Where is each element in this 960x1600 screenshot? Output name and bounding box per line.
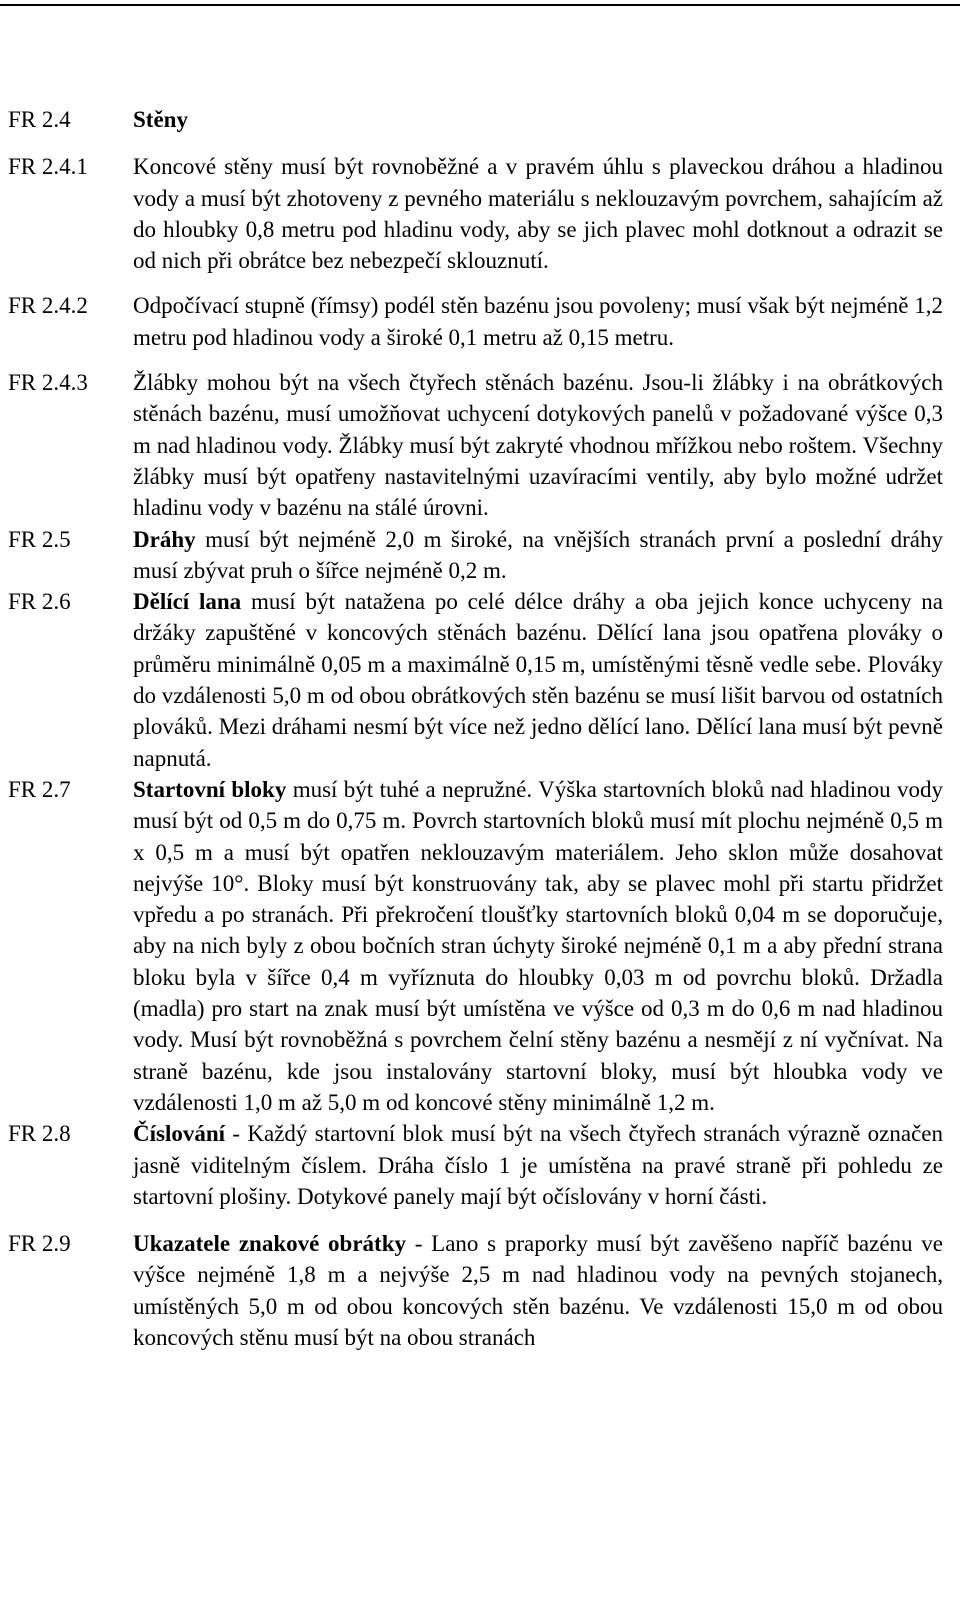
section-text: Odpočívací stupně (římsy) podél stěn bazénu jsou povoleny; musí však být nejméně 1,2 metru pod hladinou vody a široké 0,1 metru až 0,15 metru. <box>133 293 943 350</box>
section-fr-2-6 <box>8 586 956 774</box>
section-text: musí být nejméně 2,0 m široké, na vnějších stranách první a poslední dráhy musí zbývat pruh o šířce nejméně 0,2 m. <box>133 526 943 583</box>
section-paragraph <box>133 586 943 774</box>
section-text: - Každý startovní blok musí být na všech čtyřech stranách výrazně označen jasně viditelným číslem. Dráha číslo 1 je umístěna na pravé straně při pohledu ze startovní plošiny. Dotykové panely mají být očíslovány v horní části. <box>133 1121 943 1209</box>
section-text: Žlábky mohou být na všech čtyřech stěnách bazénu. Jsou-li žlábky i na obrátkových stěnách bazénu, musí umožňovat uchycení dotykových panelů v požadované výšce 0,3 m nad hladinou vody. Žlábky musí být zakryté vhodnou mřížkou nebo roštem. Všechny žlábky musí být opatřeny nastavitelnými uzavíracími ventily, aby bylo možné udržet hladinu vody v bazénu na stálé úrovni. <box>133 370 943 521</box>
section-term: Startovní bloky <box>133 776 287 802</box>
section-term: Číslování <box>133 1121 226 1147</box>
section-fr-2-9 <box>8 1228 956 1353</box>
section-code: FR 2.4.2 <box>8 293 88 319</box>
section-code: FR 2.4 <box>8 107 71 132</box>
section-code: FR 2.9 <box>8 1231 71 1257</box>
section-term: Dělící lana <box>133 589 242 615</box>
section-code: FR 2.7 <box>8 776 71 802</box>
section-paragraph <box>133 1228 943 1353</box>
section-code: FR 2.8 <box>8 1121 71 1147</box>
document-body <box>8 104 956 1353</box>
section-text: musí být natažena po celé délce dráhy a oba jejich konce uchyceny na držáky zapuštěné v koncových stěnách bazénu. Dělící lana jsou opatřena plováky o průměru minimálně 0,05 m a maximálně 0,15 m, umístěnými těsně vedle sebe. Plováky do vzdálenosti 5,0 m od obou obrátkových stěn bazénu se musí lišit barvou od ostatních plováků. Mezi dráhami nesmí být více než jedno dělící lano. Dělící lana musí být pevně napnutá. <box>133 589 943 771</box>
section-fr-2-4-1 <box>8 151 956 276</box>
section-text: - Lano s praporky musí být zavěšeno napříč bazénu ve výšce nejméně 1,8 m a nejvýše 2,5 m nad hladinou vody na pevných stojanech, umístěných 5,0 m od obou koncových stěn bazénu. Ve vzdálenosti 15,0 m od obou koncových stěnu musí být na obou stranách <box>133 1231 943 1350</box>
section-fr-2-4 <box>8 104 956 135</box>
section-term: Dráhy <box>133 526 196 552</box>
section-fr-2-8 <box>8 1118 956 1212</box>
section-fr-2-4-3 <box>8 367 956 523</box>
section-fr-2-7 <box>8 774 956 1118</box>
section-paragraph <box>133 774 943 1118</box>
top-rule <box>0 4 960 6</box>
section-text: musí být tuhé a nepružné. Výška startovních bloků nad hladinou vody musí být od 0,5 m do 0,75 m. Povrch startovních bloků musí mít plochu nejméně 0,5 m x 0,5 m a musí být opatřen neklouzavým materiálem. Jeho sklon může dosahovat nejvýše 10°. Bloky musí být konstruovány tak, aby se plavec mohl při startu přidržet vpředu a po stranách. Při překročení tloušťky startovních bloků 0,04 m se doporučuje, aby na nich byly z obou bočních stran úchyty široké nejméně 0,1 m a aby přední strana bloku byla v šířce 0,4 m vyříznuta do hloubky 0,03 m od povrchu bloků. Držadla (madla) pro start na znak musí být umístěna ve výšce od 0,3 m do 0,6 m nad hladinou vody. Musí být rovnoběžná s povrchem čelní stěny bazénu a nesmějí z ní vyčnívat. Na straně bazénu, kde jsou instalovány startovní bloky, musí být hloubka vody ve vzdálenosti 1,0 m až 5,0 m od koncové stěny minimálně 1,2 m. <box>133 776 943 1115</box>
section-heading <box>133 104 943 135</box>
section-paragraph <box>133 1118 943 1212</box>
section-title: Stěny <box>133 107 188 132</box>
section-code: FR 2.6 <box>8 589 71 615</box>
section-code: FR 2.4.1 <box>8 154 88 180</box>
section-paragraph <box>133 524 943 587</box>
section-term: Ukazatele znakové obrátky <box>133 1231 407 1257</box>
section-text: Koncové stěny musí být rovnoběžné a v pravém úhlu s plaveckou dráhou a hladinou vody a musí být zhotoveny z pevného materiálu s neklouzavým povrchem, sahajícím až do hloubky 0,8 metru pod hladinu vody, aby se jich plavec mohl dotknout a odrazit se od nich při obrátce bez nebezpečí sklouznutí. <box>133 154 943 274</box>
section-code: FR 2.4.3 <box>8 370 88 396</box>
section-code: FR 2.5 <box>8 526 71 552</box>
section-fr-2-5 <box>8 524 956 587</box>
section-fr-2-4-2 <box>8 290 956 353</box>
